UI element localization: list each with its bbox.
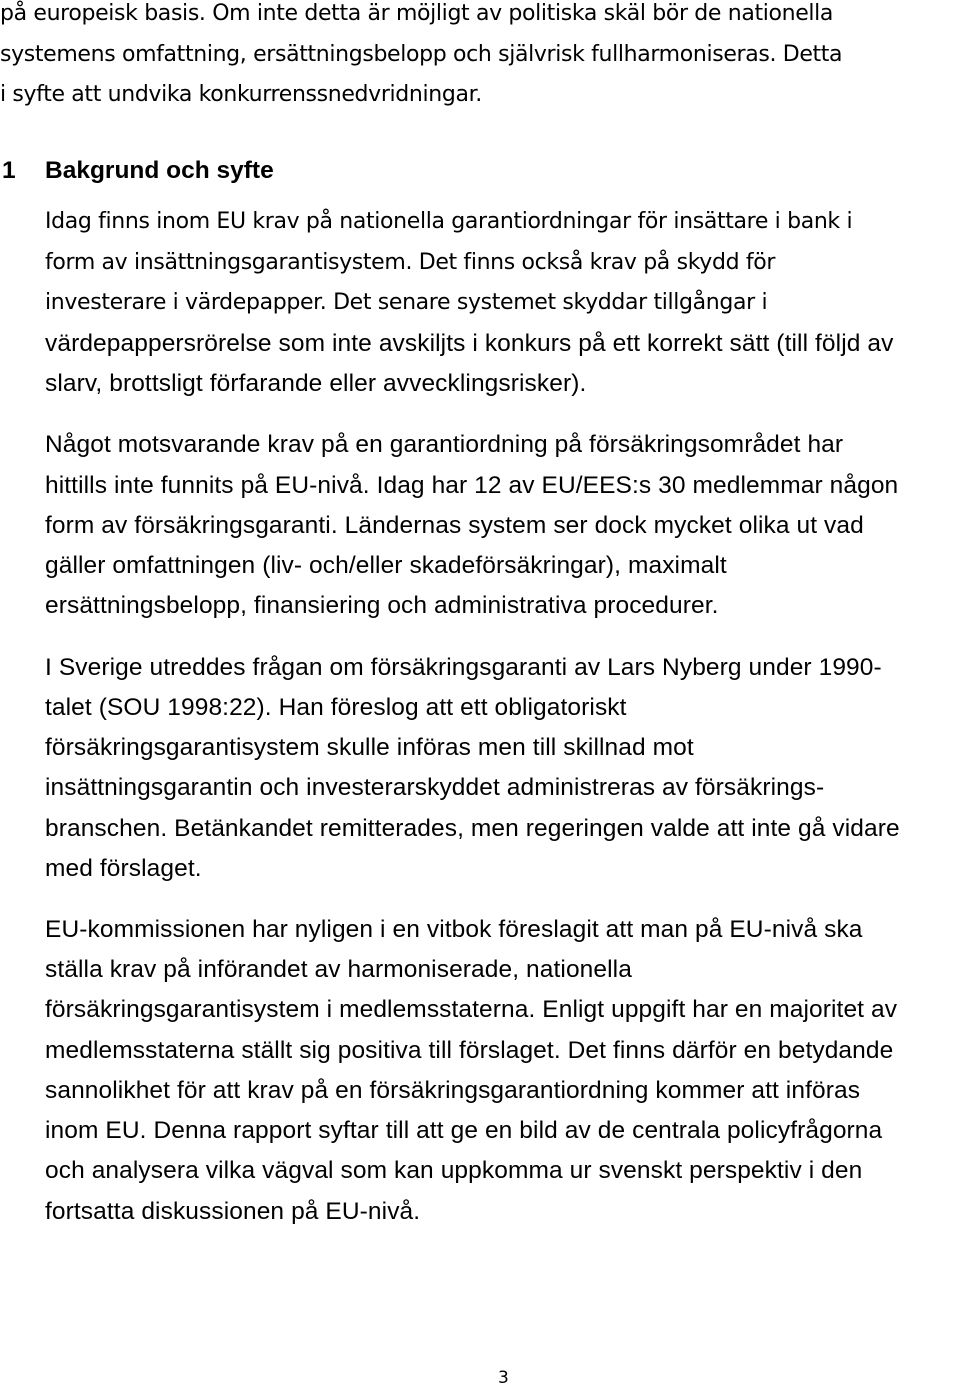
text-line: systemens omfattning, ersättningsbelopp och självrisk fullharmoniseras. Detta [0,42,843,67]
text-line: ställa krav på införandet av harmoniserade, nationella [45,956,632,983]
text-line: sannolikhet för att krav på en försäkringsgarantiordning kommer att införas [45,1077,861,1104]
text-line: gäller omfattningen (liv- och/eller skadeförsäkringar), maximalt [45,552,727,579]
page-number: 3 [498,1368,509,1388]
text-line: ersättningsbelopp, finansiering och administrativa procedurer. [45,592,719,619]
text-line: försäkringsgarantisystem i medlemsstaterna. Enligt uppgift har en majoritet av [45,996,898,1023]
text-line: medlemsstaterna ställt sig positiva till förslaget. Det finns därför en betydande [45,1037,894,1064]
text-line: I Sverige utreddes frågan om försäkringsgaranti av Lars Nyberg under 1990- [45,654,882,681]
text-line: och analysera vilka vägval som kan uppkomma ur svenskt perspektiv i den [45,1157,863,1184]
text-line: inom EU. Denna rapport syftar till att ge en bild av de centrala policyfrågorna [45,1117,883,1144]
text-line: Idag finns inom EU krav på nationella garantiordningar för insättare i bank i [45,209,853,234]
text-line: form av försäkringsgaranti. Ländernas system ser dock mycket olika ut vad [45,512,864,539]
text-line: Något motsvarande krav på en garantiordning på försäkringsområdet har [45,431,844,458]
text-line: EU-kommissionen har nyligen i en vitbok föreslagit att man på EU-nivå ska [45,916,863,943]
section-number: 1 [2,157,16,184]
text-line: fortsatta diskussionen på EU-nivå. [45,1198,421,1225]
text-line: försäkringsgarantisystem skulle införas men till skillnad mot [45,734,694,761]
text-line: slarv, brottsligt förfarande eller avvecklingsrisker). [45,370,587,397]
text-line: form av insättningsgarantisystem. Det finns också krav på skydd för [45,250,776,275]
text-line: hittills inte funnits på EU-nivå. Idag har 12 av EU/EES:s 30 medlemmar någon [45,472,899,499]
text-line: i syfte att undvika konkurrenssnedvridningar. [0,82,482,107]
text-line: insättningsgarantin och investerarskyddet administreras av försäkrings- [45,774,825,801]
text-line: på europeisk basis. Om inte detta är möjligt av politiska skäl bör de nationella [0,1,834,26]
text-line: värdepappersrörelse som inte avskiljts i konkurs på ett korrekt sätt (till följd av [45,330,894,357]
text-line: talet (SOU 1998:22). Han föreslog att ett obligatoriskt [45,694,627,721]
section-title: Bakgrund och syfte [45,157,274,184]
text-line: branschen. Betänkandet remitterades, men regeringen valde att inte gå vidare [45,815,900,842]
text-line: investerare i värdepapper. Det senare systemet skyddar tillgångar i [45,290,768,315]
text-line: med förslaget. [45,855,202,882]
